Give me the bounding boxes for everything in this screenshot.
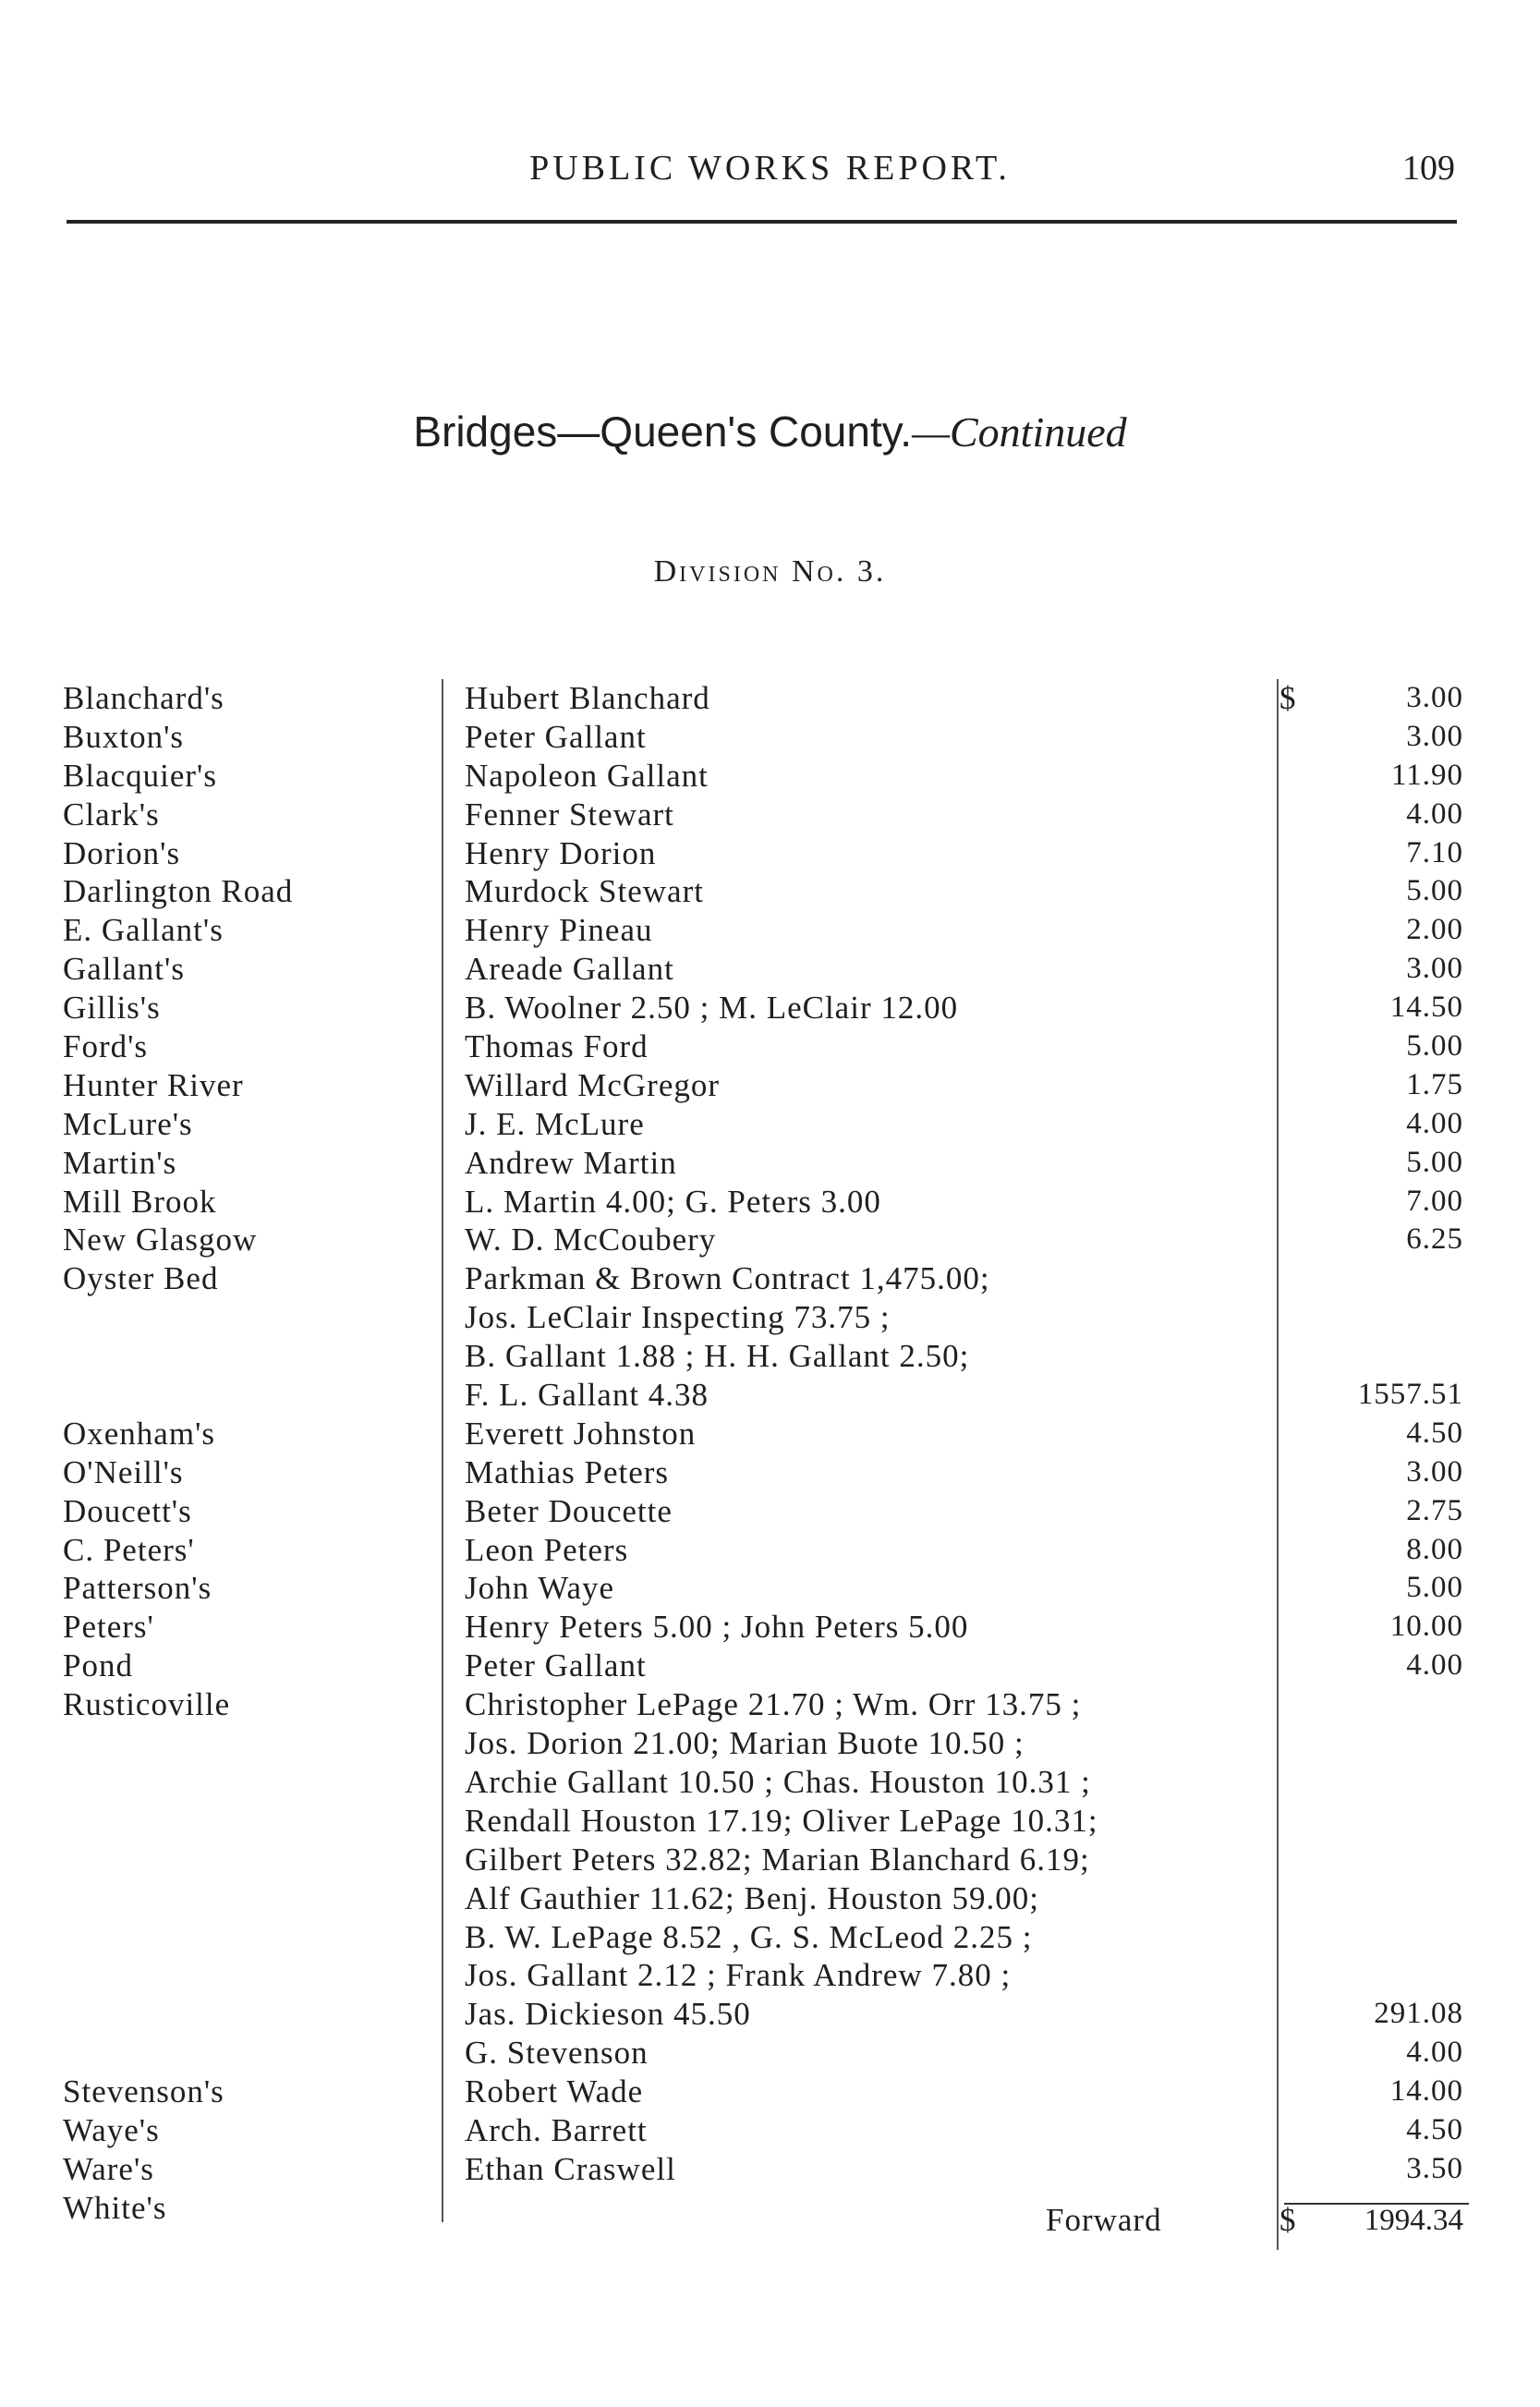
amount-value: 3.00 [1406, 719, 1463, 753]
payee-column [465, 679, 1278, 2189]
payee-entry: Gilbert Peters 32.82; Marian Blanchard 6.19; [465, 1841, 1090, 1878]
amount-value: 3.00 [1406, 952, 1463, 986]
bridge-name: Gillis's [63, 990, 161, 1027]
amount-value [1284, 1956, 1469, 1995]
amount-value: 3.00 [1406, 1454, 1463, 1489]
bridge-name [63, 1879, 432, 1918]
payee-entry: Beter Doucette [465, 1492, 673, 1529]
amount-value: 10.00 [1389, 1610, 1463, 1644]
payee-entry: Thomas Ford [465, 1028, 649, 1065]
payee-entry: Arch. Barrett [465, 2111, 648, 2148]
payee-entry: Henry Peters 5.00 ; John Peters 5.00 [465, 1609, 969, 1646]
bridge-name: Buxton's [63, 718, 184, 755]
amount-value: 4.50 [1406, 2112, 1463, 2146]
amount-value: 6.25 [1406, 1222, 1463, 1257]
amount-value: 2.75 [1406, 1493, 1463, 1527]
bridge-name: Hunter River [63, 1066, 244, 1103]
amount-value: 291.08 [1374, 1997, 1463, 2031]
bridge-name: Oxenham's [63, 1415, 215, 1452]
amount-value: 14.00 [1389, 2074, 1463, 2109]
payee-entry: John Waye [465, 1570, 615, 1607]
bridge-name: McLure's [63, 1105, 193, 1142]
bridge-name: White's [63, 2189, 167, 2226]
payee-entry: Rendall Houston 17.19; Oliver LePage 10.31; [465, 1802, 1098, 1839]
amount-value [1284, 1337, 1469, 1376]
amount-column [1284, 679, 1469, 2189]
payee-entry: Christopher LePage 21.70 ; Wm. Orr 13.75 ; [465, 1686, 1082, 1723]
amount-value: 7.00 [1406, 1184, 1463, 1218]
amount-value [1284, 1841, 1469, 1879]
payee-entry: Hubert Blanchard [465, 680, 710, 716]
bridge-name: Dorion's [63, 834, 181, 871]
payee-entry: Leon Peters [465, 1531, 629, 1568]
bridge-name: Patterson's [63, 1570, 212, 1607]
bridge-name: Gallant's [63, 951, 185, 988]
amount-value [1284, 1918, 1469, 1957]
payee-entry: Jos. Dorion 21.00; Marian Buote 10.50 ; [465, 1725, 1025, 1762]
section-title-main: Bridges—Queen's County. [413, 407, 913, 456]
forward-amount: 1994.34 [1364, 2204, 1463, 2237]
column-divider-bridge [442, 679, 443, 2222]
amount-value: 5.00 [1406, 874, 1463, 908]
payee-entry: J. E. McLure [465, 1105, 645, 1142]
payee-entry: Fenner Stewart [465, 796, 674, 833]
bridge-name [63, 1802, 432, 1841]
bridge-name [63, 1724, 432, 1763]
bridge-name [63, 1337, 432, 1376]
payee-entry: Murdock Stewart [465, 873, 704, 910]
payee-entry: Willard McGregor [465, 1066, 721, 1103]
amount-value [1284, 1802, 1469, 1841]
bridge-name: Blanchard's [63, 680, 224, 716]
amount-value: 2.00 [1406, 913, 1463, 947]
bridge-name: Waye's [63, 2111, 160, 2148]
amount-value: 4.00 [1406, 1648, 1463, 1683]
bridge-name: Ford's [63, 1028, 149, 1065]
payee-entry: Jos. Gallant 2.12 ; Frank Andrew 7.80 ; [465, 1957, 1012, 1994]
bridge-name: Darlington Road [63, 873, 294, 910]
bridge-name-column [63, 679, 432, 2228]
payee-entry: Alf Gauthier 11.62; Benj. Houston 59.00; [465, 1879, 1039, 1916]
payee-entry: L. Martin 4.00; G. Peters 3.00 [465, 1183, 881, 1220]
division-heading: Division No. 3. [653, 554, 887, 589]
amount-value [1284, 1259, 1469, 1298]
bridge-name: Doucett's [63, 1492, 192, 1529]
amount-value [1284, 1763, 1469, 1802]
amount-value: 1557.51 [1357, 1378, 1463, 1412]
bridge-name: Pond [63, 1647, 133, 1684]
amount-value: 1.75 [1406, 1067, 1463, 1101]
payee-entry: G. Stevenson [465, 2035, 649, 2072]
bridge-name [63, 1995, 432, 2034]
amount-value: 4.00 [1406, 1106, 1463, 1140]
payee-entry: Parkman & Brown Contract 1,475.00; [465, 1260, 990, 1297]
bridge-name [63, 1376, 432, 1415]
amount-value: 5.00 [1406, 1029, 1463, 1064]
amount-value: 3.00 [1406, 681, 1463, 714]
payee-entry: Robert Wade [465, 2073, 644, 2110]
amount-value [1284, 1298, 1469, 1337]
payee-entry: W. D. McCoubery [465, 1222, 717, 1258]
payee-entry: Napoleon Gallant [465, 757, 709, 794]
payee-entry: B. Gallant 1.88 ; H. H. Gallant 2.50; [465, 1338, 970, 1375]
bridge-name: O'Neill's [63, 1453, 184, 1490]
bridge-name [63, 1763, 432, 1802]
payee-entry: Mathias Peters [465, 1453, 670, 1490]
bridge-name: Ware's [63, 2150, 154, 2187]
bridge-name: C. Peters' [63, 1531, 195, 1568]
bridge-name: Rusticoville [63, 1686, 231, 1723]
forward-label: Forward [1046, 2202, 1162, 2238]
payee-entry: Jas. Dickieson 45.50 [465, 1996, 751, 2033]
amount-value [1284, 1879, 1469, 1918]
bridge-name [63, 1298, 432, 1337]
payee-entry: B. W. LePage 8.52 , G. S. McLeod 2.25 ; [465, 1918, 1033, 1955]
payee-entry: Ethan Craswell [465, 2150, 676, 2187]
payee-entry: Andrew Martin [465, 1144, 677, 1181]
currency-symbol: $ [1279, 680, 1296, 716]
bridge-name: Clark's [63, 796, 160, 833]
section-title [0, 407, 1540, 456]
amount-value: 4.00 [1406, 796, 1463, 831]
payee-entry: Jos. LeClair Inspecting 73.75 ; [465, 1299, 891, 1336]
amount-value: 3.50 [1406, 2151, 1463, 2185]
bridge-name: New Glasgow [63, 1222, 258, 1258]
amount-value: 4.00 [1406, 2036, 1463, 2070]
bridge-name: Martin's [63, 1144, 177, 1181]
bridge-name [63, 1841, 432, 1879]
bridge-name: Blacquier's [63, 757, 217, 794]
payee-entry: Everett Johnston [465, 1415, 697, 1452]
amount-value: 5.00 [1406, 1571, 1463, 1605]
running-title: PUBLIC WORKS REPORT. [529, 149, 1011, 188]
header-rule [67, 220, 1457, 224]
bridge-name: Oyster Bed [63, 1260, 219, 1297]
bridge-name: E. Gallant's [63, 912, 224, 949]
amount-value: 8.00 [1406, 1532, 1463, 1566]
payee-entry: Peter Gallant [465, 718, 647, 755]
amount-value: 7.10 [1406, 835, 1463, 869]
payee-entry: Henry Dorion [465, 834, 657, 871]
payee-entry: Henry Pineau [465, 912, 653, 949]
section-title-continued: —Continued [912, 408, 1127, 456]
payee-entry: Areade Gallant [465, 951, 674, 988]
bridge-name [63, 1956, 432, 1995]
bridge-name: Peters' [63, 1609, 154, 1646]
payee-entry: Peter Gallant [465, 1647, 647, 1684]
amount-value [1284, 1724, 1469, 1763]
running-head [0, 148, 1540, 203]
bridge-name: Stevenson's [63, 2073, 224, 2110]
amount-value: 4.50 [1406, 1416, 1463, 1450]
page-number: 109 [1402, 149, 1455, 188]
bridge-name: Mill Brook [63, 1183, 217, 1220]
payee-entry: F. L. Gallant 4.38 [465, 1377, 709, 1414]
bridge-name [63, 1918, 432, 1957]
amount-value [1284, 1685, 1469, 1724]
amount-value: 5.00 [1406, 1145, 1463, 1179]
payee-entry: B. Woolner 2.50 ; M. LeClair 12.00 [465, 990, 959, 1027]
amount-value: 14.50 [1389, 991, 1463, 1025]
payee-entry: Archie Gallant 10.50 ; Chas. Houston 10.31 ; [465, 1763, 1091, 1800]
bridge-name [63, 2034, 432, 2073]
amount-value: 11.90 [1390, 758, 1463, 792]
forward-currency-symbol: $ [1279, 2202, 1296, 2238]
